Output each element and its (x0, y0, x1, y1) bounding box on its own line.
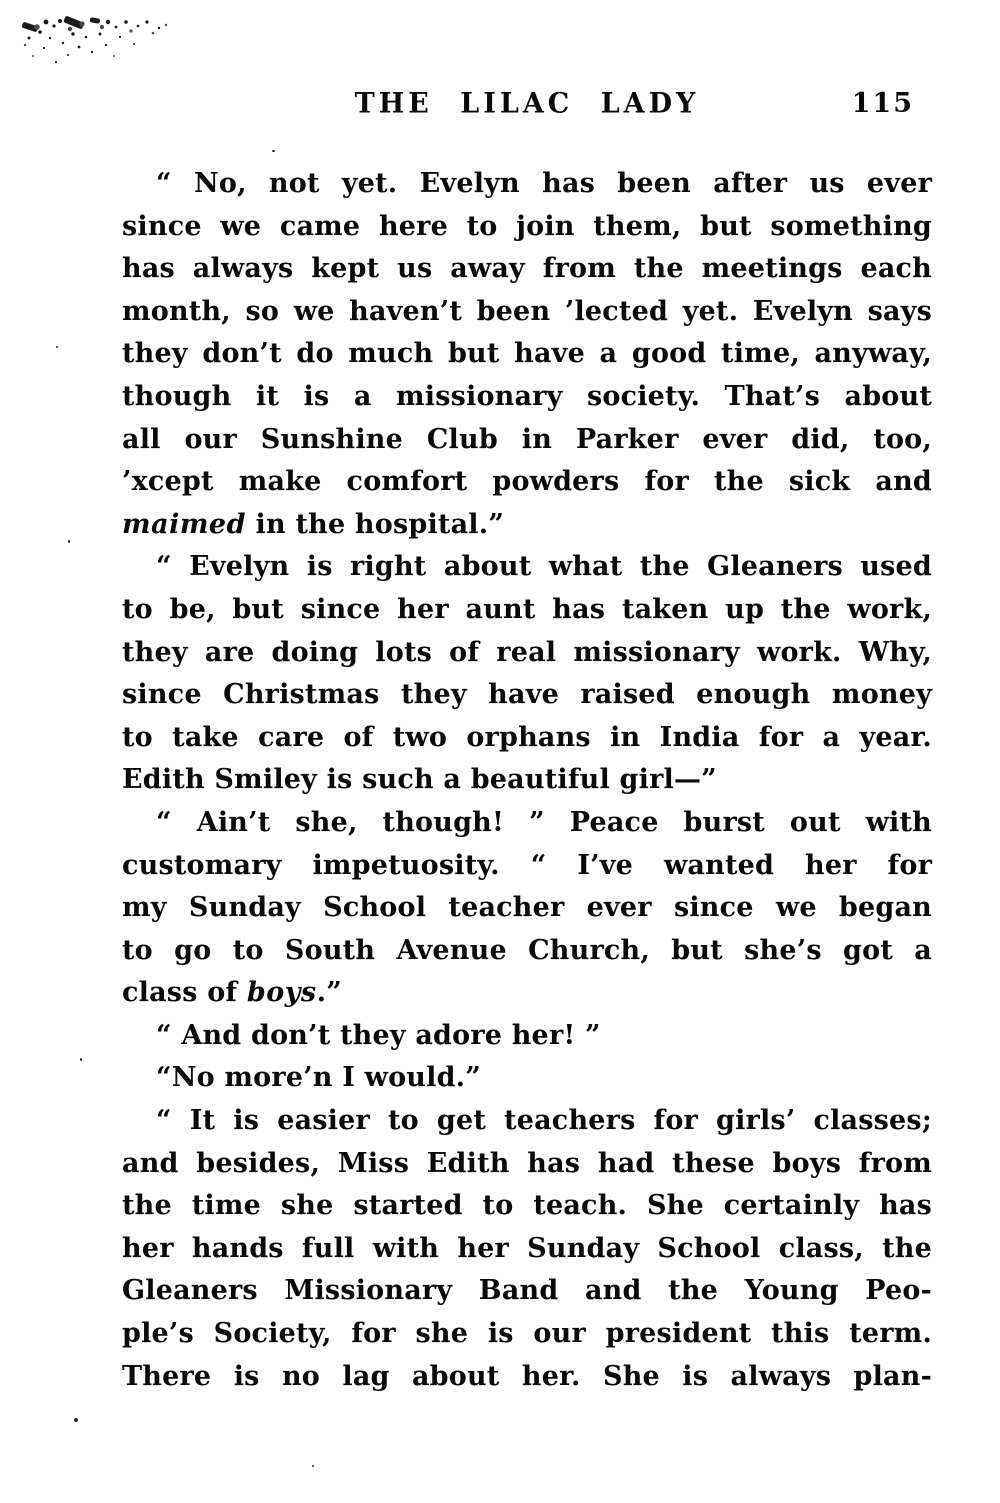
text-line (122, 589, 932, 632)
text-line (122, 1015, 932, 1058)
text-line (122, 206, 932, 249)
text-segment: to be, but since her aunt has taken up the work, (122, 593, 932, 625)
text-line (122, 1228, 932, 1271)
text-line (122, 1356, 932, 1399)
text-line (122, 802, 932, 845)
scan-speck (312, 1465, 314, 1467)
page-title: THE LILAC LADY (354, 87, 700, 120)
text-segment: ’xcept make comfort powders for the sick and (122, 466, 932, 498)
text-segment: customary impetuosity. “ I’ve wanted her for (122, 849, 932, 881)
text-segment: since Christmas they have raised enough money (122, 679, 932, 711)
scan-speck (80, 1058, 82, 1061)
text-segment: has always kept us away from the meetings each (122, 253, 932, 285)
text-segment: her hands full with her Sunday School class, the (122, 1232, 932, 1264)
text-segment: .” (316, 977, 342, 1009)
italic-text: boys (246, 977, 317, 1009)
paragraph (122, 1100, 932, 1398)
text-line (122, 887, 932, 930)
ink-smudge-artifact (16, 10, 186, 70)
text-segment: the time she started to teach. She certainly has (122, 1190, 932, 1222)
text-line (122, 291, 932, 334)
scan-speck (272, 150, 275, 152)
text-line (122, 759, 932, 802)
text-segment: Gleaners Missionary Band and the Young Peo- (122, 1275, 932, 1307)
text-line (122, 1185, 932, 1228)
text-line (122, 504, 932, 547)
text-segment: all our Sunshine Club in Parker ever did, too, (122, 423, 932, 455)
text-segment: Edith Smiley is such a beautiful girl—” (122, 764, 717, 796)
text-line (122, 1057, 932, 1100)
text-line (122, 930, 932, 973)
text-segment: month, so we haven’t been ’lected yet. Evelyn says (122, 295, 932, 327)
text-line (122, 546, 932, 589)
paragraph (122, 546, 932, 802)
text-segment: since we came here to join them, but something (122, 210, 932, 242)
text-segment: they are doing lots of real missionary work. Why, (122, 636, 932, 668)
text-line (122, 461, 932, 504)
text-segment: to go to South Avenue Church, but she’s got a (122, 934, 932, 966)
text-segment: “ It is easier to get teachers for girls’ classes; (156, 1105, 932, 1137)
text-segment: in the hospital.” (245, 508, 505, 540)
text-segment: class of (122, 977, 247, 1009)
paragraph (122, 1015, 932, 1058)
scan-speck (74, 1418, 78, 1422)
text-segment: and besides, Miss Edith has had these boys from (122, 1147, 932, 1179)
running-header (122, 88, 932, 128)
text-line (122, 1100, 932, 1143)
text-line (122, 163, 932, 206)
text-line (122, 333, 932, 376)
text-segment: “ Evelyn is right about what the Gleaners used (156, 551, 932, 583)
text-segment: “ No, not yet. Evelyn has been after us ever (156, 168, 932, 199)
text-segment: my Sunday School teacher ever since we began (122, 892, 932, 924)
text-line (122, 1270, 932, 1313)
text-line (122, 1143, 932, 1186)
text-line (122, 674, 932, 717)
text-segment: to take care of two orphans in India for a year. (122, 721, 932, 753)
text-segment: There is no lag about her. She is always plan- (122, 1360, 932, 1392)
text-line (122, 376, 932, 419)
scan-speck (68, 540, 70, 543)
text-segment: “ And don’t they adore her! ” (156, 1019, 601, 1051)
page-text (122, 163, 932, 1398)
text-segment: “ Ain’t she, though! ” Peace burst out with (156, 806, 932, 838)
text-line (122, 248, 932, 291)
text-line (122, 419, 932, 462)
scan-speck (56, 346, 58, 348)
text-segment: “No more’n I would.” (156, 1062, 482, 1094)
text-line (122, 717, 932, 760)
text-line (122, 972, 932, 1015)
paragraph (122, 1057, 932, 1100)
text-segment: ple’s Society, for she is our president this term. (122, 1318, 932, 1350)
paragraph (122, 163, 932, 546)
text-line (122, 1313, 932, 1356)
text-line (122, 632, 932, 675)
text-segment: though it is a missionary society. That’s about (122, 380, 932, 412)
text-line (122, 845, 932, 888)
italic-text: maimed (122, 508, 246, 540)
text-segment: they don’t do much but have a good time, anyway, (122, 338, 932, 370)
paragraph (122, 802, 932, 1015)
page-number: 115 (851, 88, 914, 119)
